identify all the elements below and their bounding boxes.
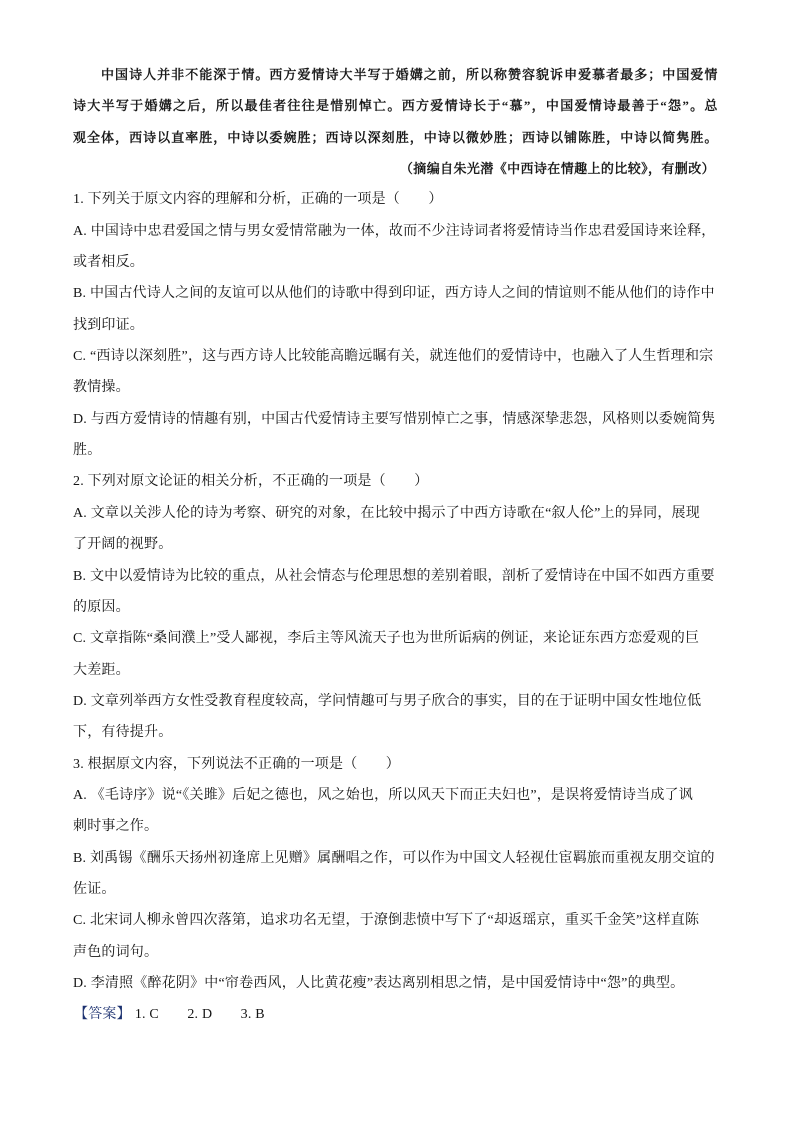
answer-text: 1. C 2. D 3. B [134,1007,265,1023]
option-line: D. 与西方爱情诗的情趣有别，中国古代爱情诗主要写惜别悼亡之事，情感深挚悲怨，风格则以委婉简隽 [73,411,716,427]
option-line: D. 文章列举西方女性受教育程度较高，学问情趣可与男子欣合的事实，目的在于证明中国女性地位低 [73,693,702,709]
option-line: B. 刘禹锡《酬乐天扬州初逢席上见赠》属酬唱之作，可以作为中国文人轻视仕宦羁旅而重视友朋交谊的 [73,850,715,866]
option-line: 或者相反。 [73,255,144,271]
option-line: A. 中国诗中忠君爱国之情与男女爱情常融为一体，故而不少注诗词者将爱情诗当作忠君爱国诗来诠释， [73,223,716,239]
option-line: 找到印证。 [73,317,144,333]
option-line: B. 中国古代诗人之间的友谊可以从他们的诗歌中得到印证，西方诗人之间的情谊则不能从他们的诗作中 [73,286,715,302]
exam-page [73,59,719,1031]
option-line: 的原因。 [73,599,130,615]
question-stem: 3. 根据原文内容，下列说法不正确的一项是（ ） [73,756,400,772]
option-line: C. 北宋词人柳永曾四次落第，追求功名无望，于潦倒悲愤中写下了“却返瑶京，重买千金笑”这样直陈 [73,913,700,929]
option-line: 佐证。 [73,881,116,897]
option-line: 胜。 [73,443,102,459]
passage-line: 观全体，西诗以直率胜，中诗以委婉胜；西诗以深刻胜，中诗以微妙胜；西诗以铺陈胜，中诗以简隽胜。 [73,129,718,145]
option-line: C. 文章指陈“桑间濮上”受人鄙视，李后主等风流天子也为世所诟病的例证，来论证东西方恋爱观的巨 [73,631,700,647]
option-line: D. 李清照《醉花阴》中“帘卷西风，人比黄花瘦”表达离别相思之情，是中国爱情诗中“怨”的典型。 [73,975,685,991]
option-line: 教情操。 [73,380,130,396]
passage-line: 诗大半写于婚媾之后，所以最佳者往往是惜别悼亡。西方爱情诗长于“慕”，中国爱情诗最善于“怨”。总 [73,98,718,114]
option-line: 了开阔的视野。 [73,537,173,553]
option-line: 声色的词句。 [73,944,159,960]
answer-row [73,999,719,1030]
option-line: A. 文章以关涉人伦的诗为考察、研究的对象，在比较中揭示了中西方诗歌在“叙人伦”上的异同，展现 [73,505,700,521]
option-line: 下，有待提升。 [73,725,173,741]
passage-line: 中国诗人并非不能深于情。西方爱情诗大半写于婚媾之前，所以称赞容貌诉申爱慕者最多；中国爱情 [101,67,718,82]
option-line: A. 《毛诗序》说“《关雎》后妃之德也，风之始也，所以风天下而正夫妇也”，是误将爱情诗当成了讽 [73,787,693,803]
question-stem: 1. 下列关于原文内容的理解和分析，正确的一项是（ ） [73,192,443,208]
option-line: C. “西诗以深刻胜”，这与西方诗人比较能高瞻远瞩有关，就连他们的爱情诗中，也融入了人生哲理和宗 [73,349,714,365]
answer-label: 【答案】 [74,1007,131,1023]
question-stem: 2. 下列对原文论证的相关分析，不正确的一项是（ ） [73,474,429,490]
option-line: 刺时事之作。 [73,819,159,835]
source-citation: （摘编自朱光潜《中西诗在情趣上的比较》，有删改） [399,161,715,177]
option-line: 大差距。 [73,662,130,678]
option-line: B. 文中以爱情诗为比较的重点，从社会情态与伦理思想的差别着眼，剖析了爱情诗在中国不如西方重要 [73,568,715,584]
